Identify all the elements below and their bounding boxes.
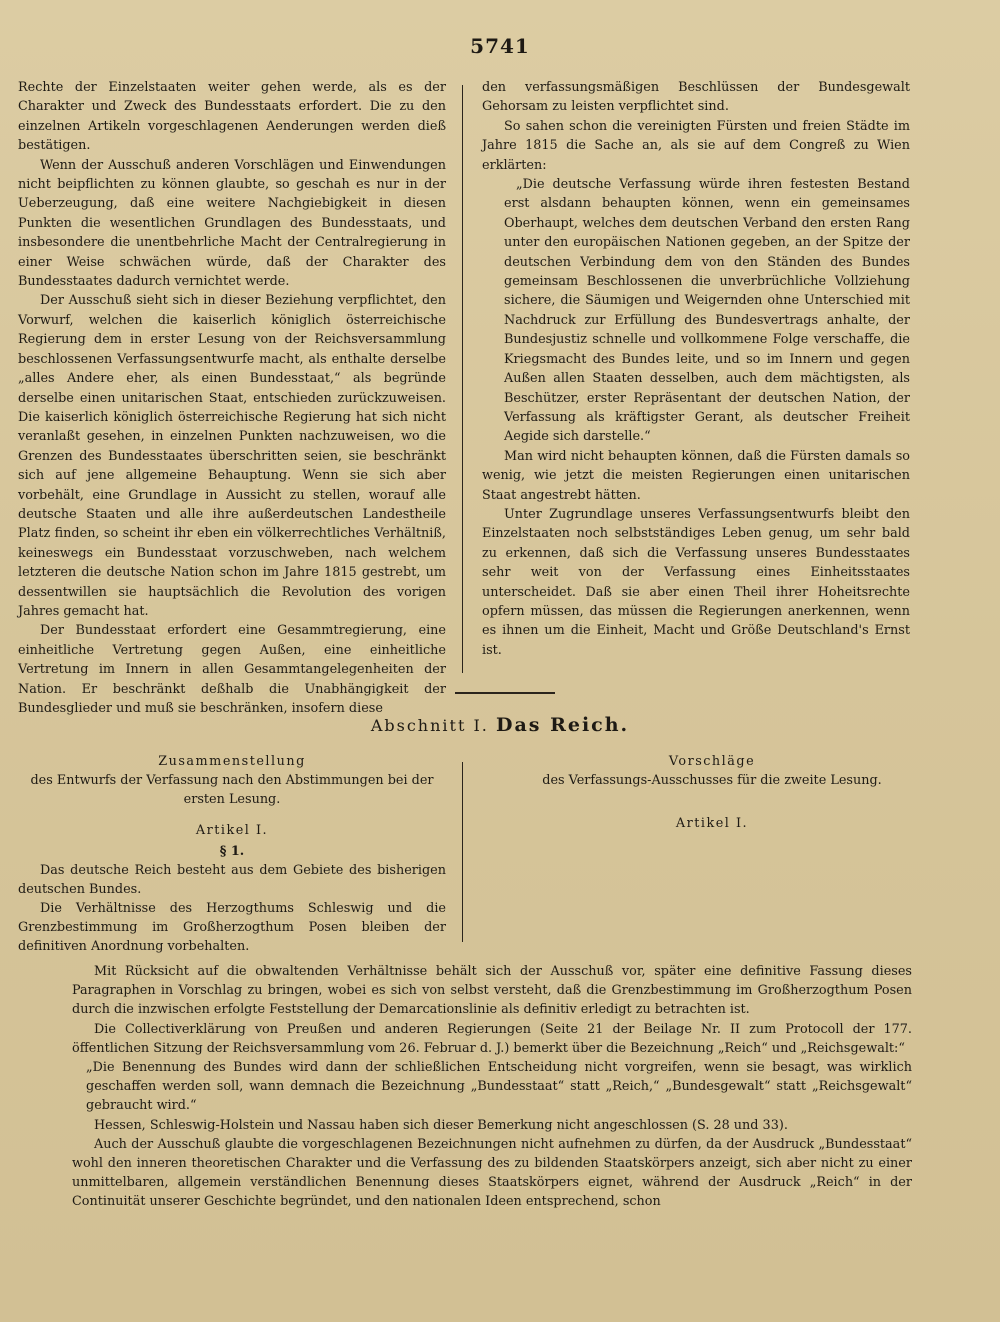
section-label: Abschnitt I.	[370, 716, 489, 735]
paragraph: Der Bundesstaat erfordert eine Gesammtregierung, eine einheitliche Vertretung gegen Außen, eine einheitliche Vertretung im Innern in allen Gesammtangelegenheiten der Nation. Er beschränkt deßhalb die Unabhängigkeit der Bundesglieder und muß sie beschränken, insofern diese	[18, 623, 446, 716]
paragraph: Das deutsche Reich besteht aus dem Gebiete des bisherigen deutschen Bundes.	[18, 863, 446, 897]
section-heading	[0, 714, 1000, 736]
section-title: Das Reich.	[495, 714, 630, 736]
section-rule	[455, 692, 555, 694]
paragraph: Die Collectiverklärung von Preußen und anderen Regierungen (Seite 21 der Beilage Nr. II zum Protocoll der 177. öffentlichen Sitzung der Reichsversammlung vom 26. Februar d. J.) bemerkt über die Bezeichnung „Reich“ und „Reichsgewalt:“	[72, 1021, 912, 1056]
paragraph: Rechte der Einzelstaaten weiter gehen werde, als es der Charakter und Zweck des Bundesstaats erfordert. Die zu den einzelnen Artikeln vorgeschlagenen Aenderungen werden dieß bestätigen.	[18, 80, 446, 154]
paragraph: Auch der Ausschuß glaubte die vorgeschlagenen Bezeichnungen nicht aufnehmen zu dürfen, da der Ausdruck „Bundesstaat“ wohl den inneren theoretischen Charakter und die Verfassung des zu bildenden Staatskörpers anzeigt, sich aber nicht zu einer unmittelbaren, allgemein verständlichen Benennung dieses Staatskörpers eignet, während der Ausdruck „Reich“ in der Continuität unserer Geschichte begründet, und den nationalen Ideen entsprechend, schon	[72, 1136, 912, 1210]
right-column	[482, 78, 910, 660]
column-divider	[462, 762, 463, 942]
draft-heading: Zusammenstellung	[158, 754, 306, 769]
proposal-subheading: des Verfassungs-Ausschusses für die zweite Lesung.	[542, 773, 882, 788]
draft-column	[18, 752, 446, 956]
page-number: 5741	[470, 34, 530, 58]
article-heading: Artikel I.	[675, 816, 749, 831]
paragraph: Hessen, Schleswig-Holstein und Nassau haben sich dieser Bemerkung nicht angeschlossen (S. 28 und 33).	[94, 1117, 788, 1133]
paragraph: Der Ausschuß sieht sich in dieser Beziehung verpflichtet, den Vorwurf, welchen die kaiserlich königlich österreichische Regierung dem in erster Lesung von der Reichsversammlung beschlossenen Verfassungsentwurfe macht, als enthalte derselbe „alles Andere eher, als einen Bundesstaat,“ als begründe derselbe einen unitarischen Staat, entschieden zurückzuweisen. Die kaiserlich königlich österreichische Regierung hat sich nicht veranlaßt gesehen, in einzelnen Punkten nachzuweisen, wo die Grenzen des Bundesstaates überschritten seien, sie beschränkt sich auf jene allgemeine Behauptung. Wenn sie sich aber vorbehält, eine Grundlage in Aussicht zu stellen, worauf alle deutsche Staaten und alle ihre außerdeutschen Landestheile Platz finden, so scheint ihr eben ein völkerrechtliches Verhältniß, keineswegs ein Bundesstaat vorzuschweben, nach welchem letzteren die deutsche Nation schon im Jahre 1815 gestrebt, um dessentwillen sie hauptsächlich die Revolution des vorigen Jahres gemacht hat.	[18, 293, 446, 619]
left-column	[18, 78, 446, 718]
paragraph: So sahen schon die vereinigten Fürsten und freien Städte im Jahre 1815 die Sache an, als sie auf dem Congreß zu Wien erklärten:	[482, 118, 910, 173]
draft-subheading: des Entwurfs der Verfassung nach den Abstimmungen bei der ersten Lesung.	[30, 773, 434, 807]
paragraph: Man wird nicht behaupten können, daß die Fürsten damals so wenig, wie jetzt die meisten Regierungen einen unitarischen Staat angestrebt hätten.	[482, 448, 910, 503]
article-heading: Artikel I.	[195, 823, 269, 838]
proposal-heading: Vorschläge	[668, 754, 756, 769]
paragraph: Wenn der Ausschuß anderen Vorschlägen und Einwendungen nicht beipflichten zu können glaubte, so geschah es nur in der Ueberzeugung, daß eine weitere Nachgiebigkeit in diesen Punkten die wesentlichen Grundlagen des Bundesstaats, und insbesondere die unentbehrliche Macht der Centralregierung in einer Weise schwächen würde, daß der Charakter des Bundesstaates dadurch vernichtet werde.	[18, 157, 446, 290]
paragraph: Die Verhältnisse des Herzogthums Schleswig und die Grenzbestimmung im Großherzogthum Posen bleiben der definitiven Anordnung vorbehalten.	[18, 901, 446, 954]
quotation: „Die Benennung des Bundes wird dann der schließlichen Entscheidung nicht vorgreifen, wenn sie besagt, was wirklich geschaffen werden soll, wann demnach die Bezeichnung „Bundesstaat“ statt „Reich,“ „Bundesgewalt“ statt „Reichsgewalt“ gebraucht wird.“	[86, 1060, 912, 1114]
paragraph-heading: § 1.	[219, 844, 245, 859]
proposal-column	[502, 752, 922, 835]
quotation: „Die deutsche Verfassung würde ihren festesten Bestand erst alsdann behaupten können, wenn ein gemeinsames Oberhaupt, welches dem deutschen Verband den ersten Rang unter den europäischen Nationen gegeben, an der Spitze der deutschen Verbindung dem von den Ständen des Bundes gemeinsam Beschlossenen die unverbrüchliche Vollziehung sichere, die Säumigen und Weigernden ohne Unterschied mit Nachdruck zur Erfüllung des Bundesvertrags anhalte, der Bundesjustiz schnelle und vollkommene Folge verschaffe, die Kriegsmacht des Bundes leite, und so im Innern und gegen Außen allen Staaten desselben, auch dem mächtigsten, als Beschützer, erster Repräsentant der deutschen Nation, der Verfassung als kräftigster Gerant, als deutscher Freiheit Aegide sich darstelle.“	[504, 177, 910, 445]
column-divider	[462, 85, 463, 673]
paragraph: Unter Zugrundlage unseres Verfassungsentwurfs bleibt den Einzelstaaten noch selbstständiges Leben genug, um sehr bald zu erkennen, daß sich die Verfassung unseres Bundesstaates sehr weit von der Verfassung eines Einheitsstaates unterscheidet. Daß sie aber einen Theil ihrer Hoheitsrechte opfern müssen, das müssen die Regierungen anerkennen, wenn es ihnen um die Einheit, Macht und Größe Deutschland's Ernst ist.	[482, 506, 910, 658]
paragraph: den verfassungsmäßigen Beschlüssen der Bundesgewalt Gehorsam zu leisten verpflichtet sind.	[482, 80, 910, 115]
commentary-block	[72, 962, 912, 1212]
paragraph: Mit Rücksicht auf die obwaltenden Verhältnisse behält sich der Ausschuß vor, später eine definitive Fassung dieses Paragraphen in Vorschlag zu bringen, wobei es sich von selbst versteht, daß die Grenzbestimmung im Großherzogthum Posen durch die inzwischen erfolgte Feststellung der Demarcationslinie als definitiv erledigt zu betrachten ist.	[72, 964, 912, 1018]
